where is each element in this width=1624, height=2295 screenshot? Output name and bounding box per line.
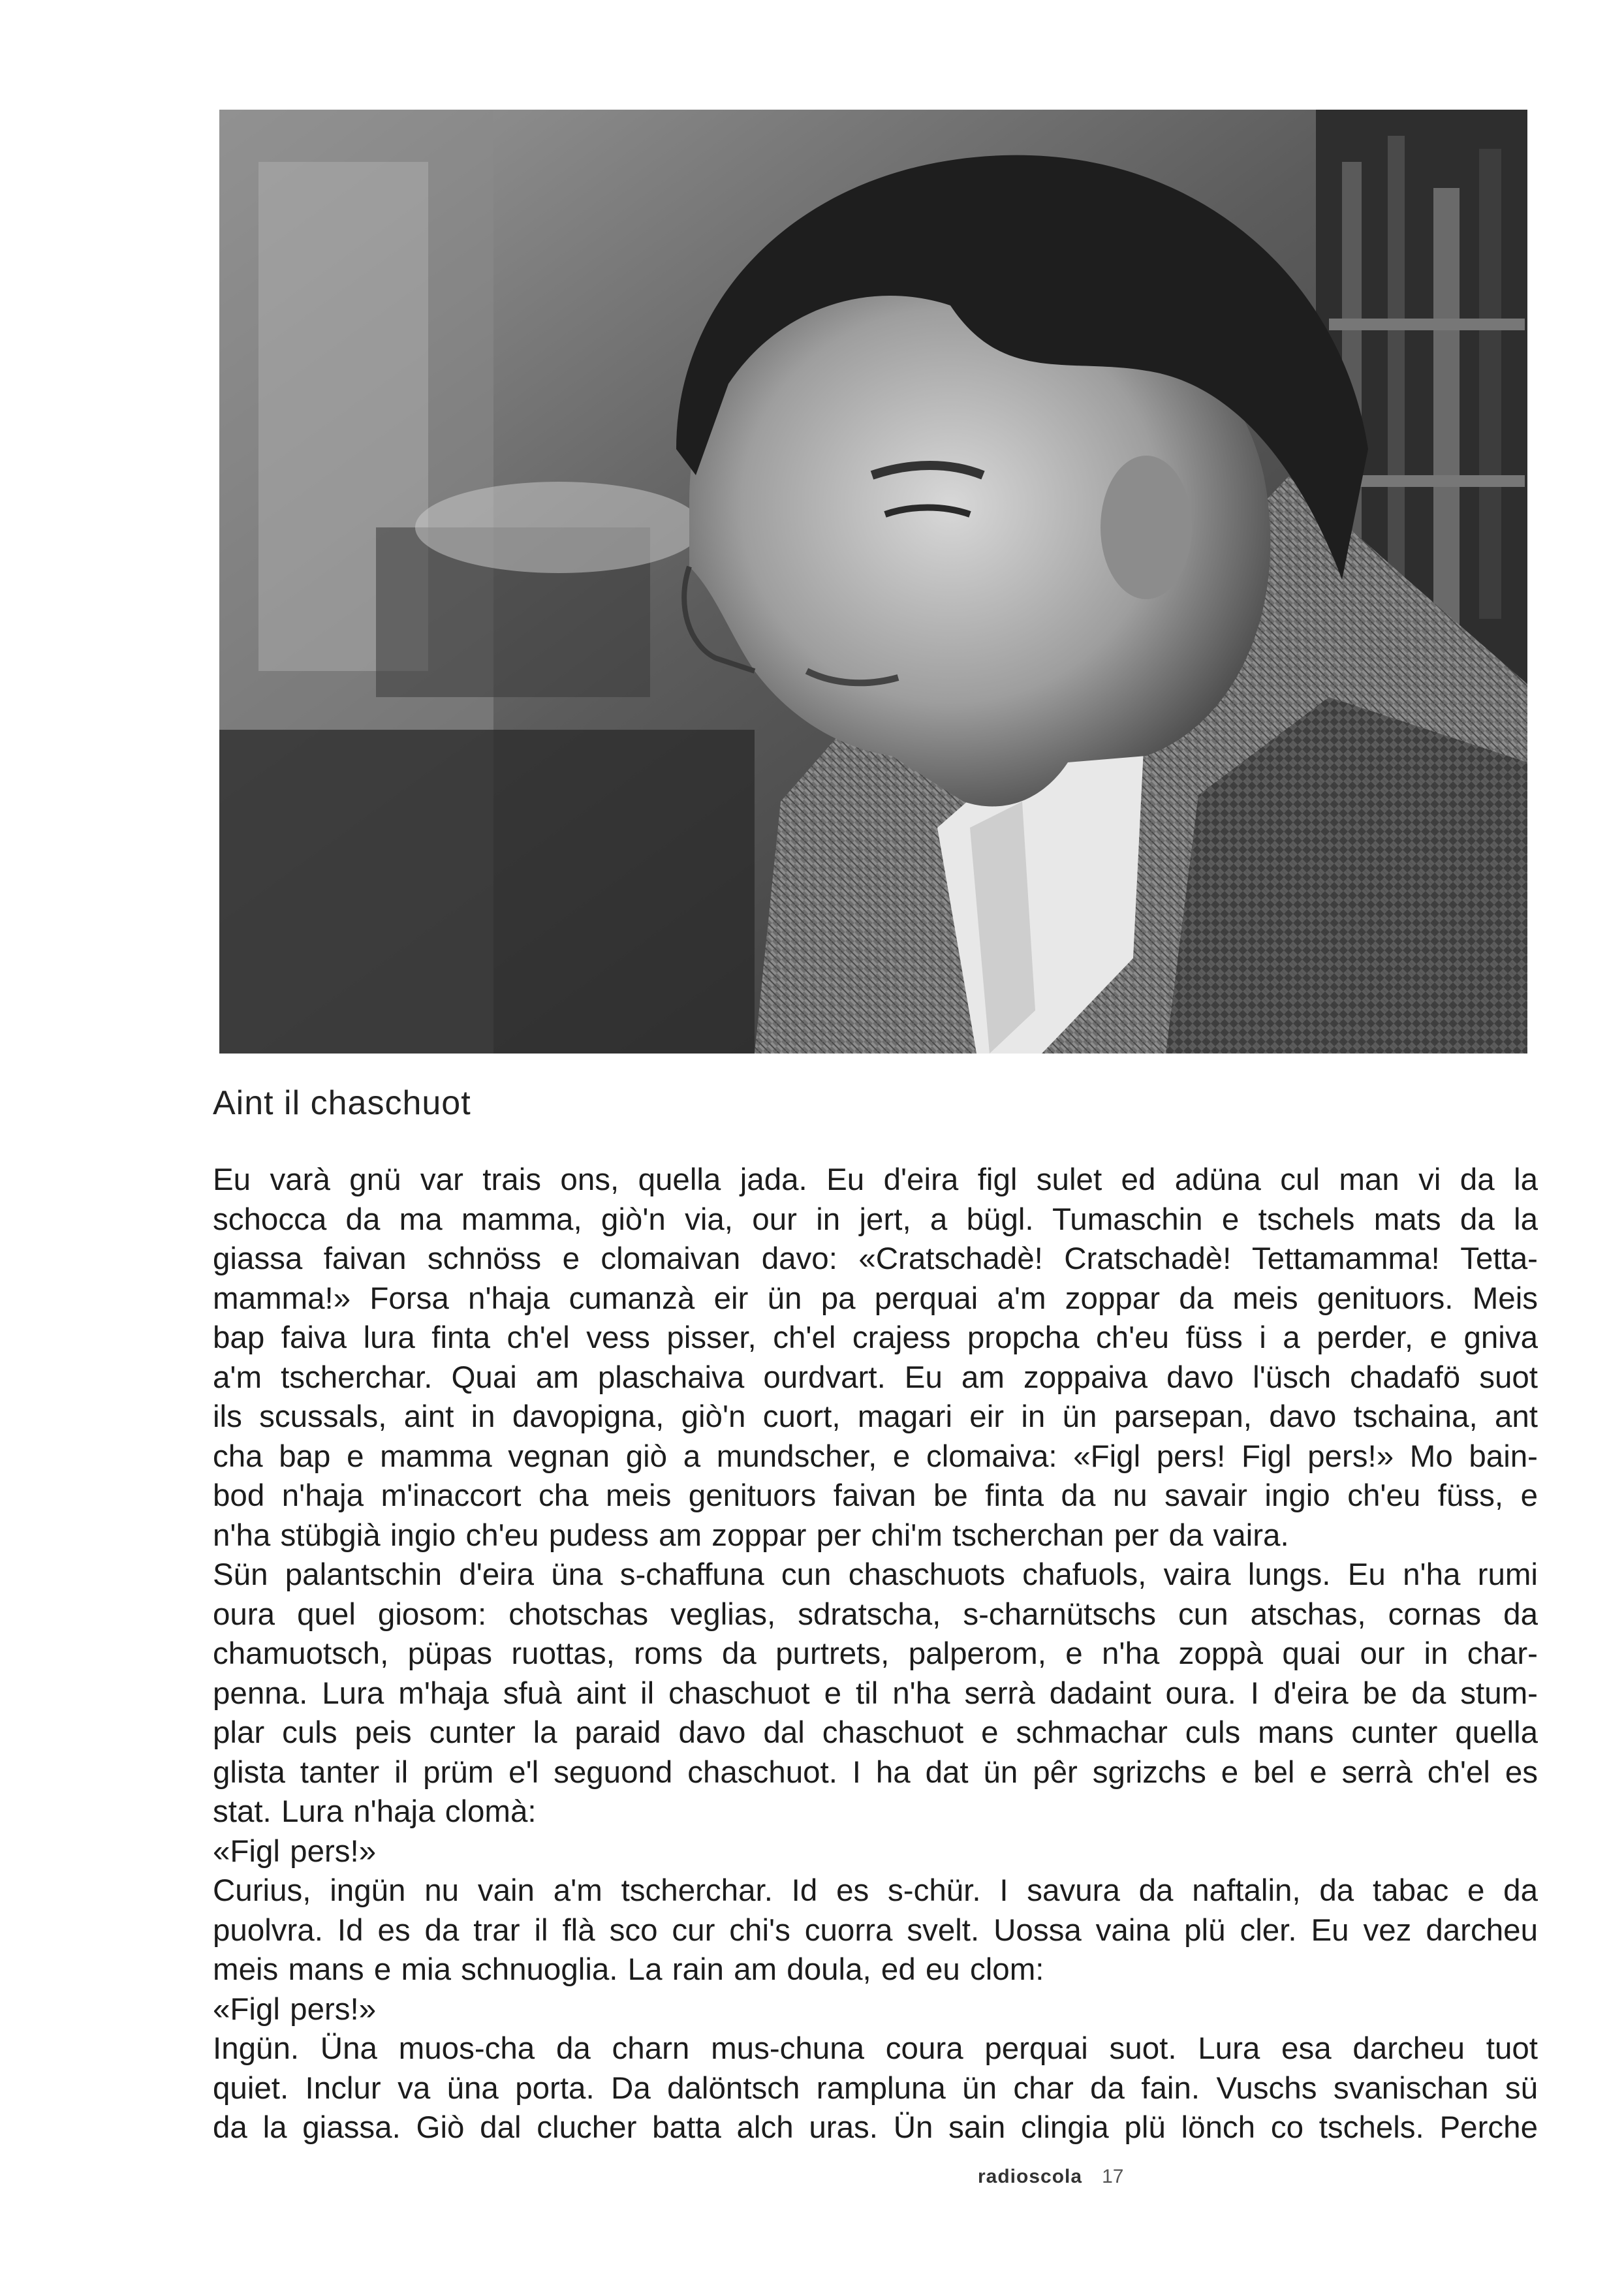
text-line: penna. Lura m'haja sfuà aint il chaschuot e til n'ha serrà dadaint oura. I d'eira be da stum-	[213, 1676, 1538, 1711]
text-line: Ingün. Üna muos-cha da charn mus-chuna coura perquai suot. Lura esa darcheu tuot	[213, 2031, 1538, 2066]
text-line: Eu varà gnü var trais ons, quella jada. Eu d'eira figl sulet ed adüna cul man vi da la	[213, 1163, 1538, 1197]
page-footer	[978, 2166, 1123, 2188]
text-line: chamuotsch, püpas ruottas, roms da purtrets, palperom, e n'ha zoppà quai our in char-	[213, 1636, 1538, 1671]
portrait-photo	[219, 110, 1527, 1054]
text-line: Curius, ingün nu vain a'm tscherchar. Id es s-chür. I savura da naftalin, da tabac e da	[213, 1873, 1538, 1908]
text-line: Sün palantschin d'eira üna s-chaffuna cun chaschuots chafuols, vaira lungs. Eu n'ha rumi	[213, 1557, 1538, 1592]
text-line: quiet. Inclur va üna porta. Da dalöntsch rampluna ün char da fain. Vuschs svanischan sü	[213, 2070, 1538, 2106]
text-line: plar culs peis cunter la paraid davo dal chaschuot e schmachar culs mans cunter quella	[213, 1715, 1538, 1750]
text-line: giassa faivan schnöss e clomaivan davo: «Cratschadè! Cratschadè! Tettamamma! Tetta-	[213, 1241, 1538, 1276]
text-line: glista tanter il prüm e'l seguond chaschuot. I ha dat ün pêr sgrizchs e bel e serrà ch'el es	[213, 1755, 1538, 1790]
text-line: n'ha stübgià ingio ch'eu pudess am zoppar per chi'm tscherchan per da vaira.	[213, 1518, 1289, 1553]
text-line: da la giassa. Giò dal clucher batta alch uras. Ün sain clingia plü lönch co tschels. Perche	[213, 2110, 1538, 2145]
article-body	[213, 1161, 1538, 2148]
text-line: mamma!» Forsa n'haja cumanzà eir ün pa perquai a'm zoppar da meis genituors. Meis	[213, 1281, 1538, 1316]
publication-name: radioscola	[978, 2166, 1083, 2187]
text-line: oura quel giosom: chotschas veglias, sdratscha, s-charnütschs cun atschas, cornas da	[213, 1597, 1538, 1632]
text-line: bod n'haja m'inaccort cha meis genituors faivan be finta da nu savair ingio ch'eu füss, e	[213, 1478, 1538, 1513]
text-line: stat. Lura n'haja clomà:	[213, 1794, 537, 1829]
portrait-photo-image	[219, 110, 1527, 1054]
article-paragraph	[213, 1161, 1538, 2148]
text-line: cha bap e mamma vegnan giò a mundscher, e clomaiva: «Figl pers! Figl pers!» Mo bain-	[213, 1439, 1538, 1474]
text-line: ils scussals, aint in davopigna, giò'n cuort, magari eir in ün parsepan, davo tschaina, ant	[213, 1399, 1538, 1434]
page-number: 17	[1102, 2166, 1124, 2187]
text-line: meis mans e mia schnuoglia. La rain am doula, ed eu clom:	[213, 1952, 1044, 1987]
text-line: bap faiva lura finta ch'el vess pisser, ch'el crajess propcha ch'eu füss i a perder, e gniva	[213, 1320, 1538, 1355]
text-line: schocca da ma mamma, giò'n via, our in jert, a bügl. Tumaschin e tschels mats da la	[213, 1202, 1538, 1237]
article-title: Aint il chaschuot	[213, 1084, 471, 1122]
text-line: «Figl pers!»	[213, 1834, 377, 1869]
text-line: a'm tscherchar. Quai am plaschaiva ourdvart. Eu am zoppaiva davo l'üsch chadafö suot	[213, 1360, 1538, 1395]
text-line: «Figl pers!»	[213, 1991, 377, 2027]
text-line: puolvra. Id es da trar il flà sco cur chi's cuorra svelt. Uossa vaina plü cler. Eu vez darcheu	[213, 1912, 1538, 1948]
